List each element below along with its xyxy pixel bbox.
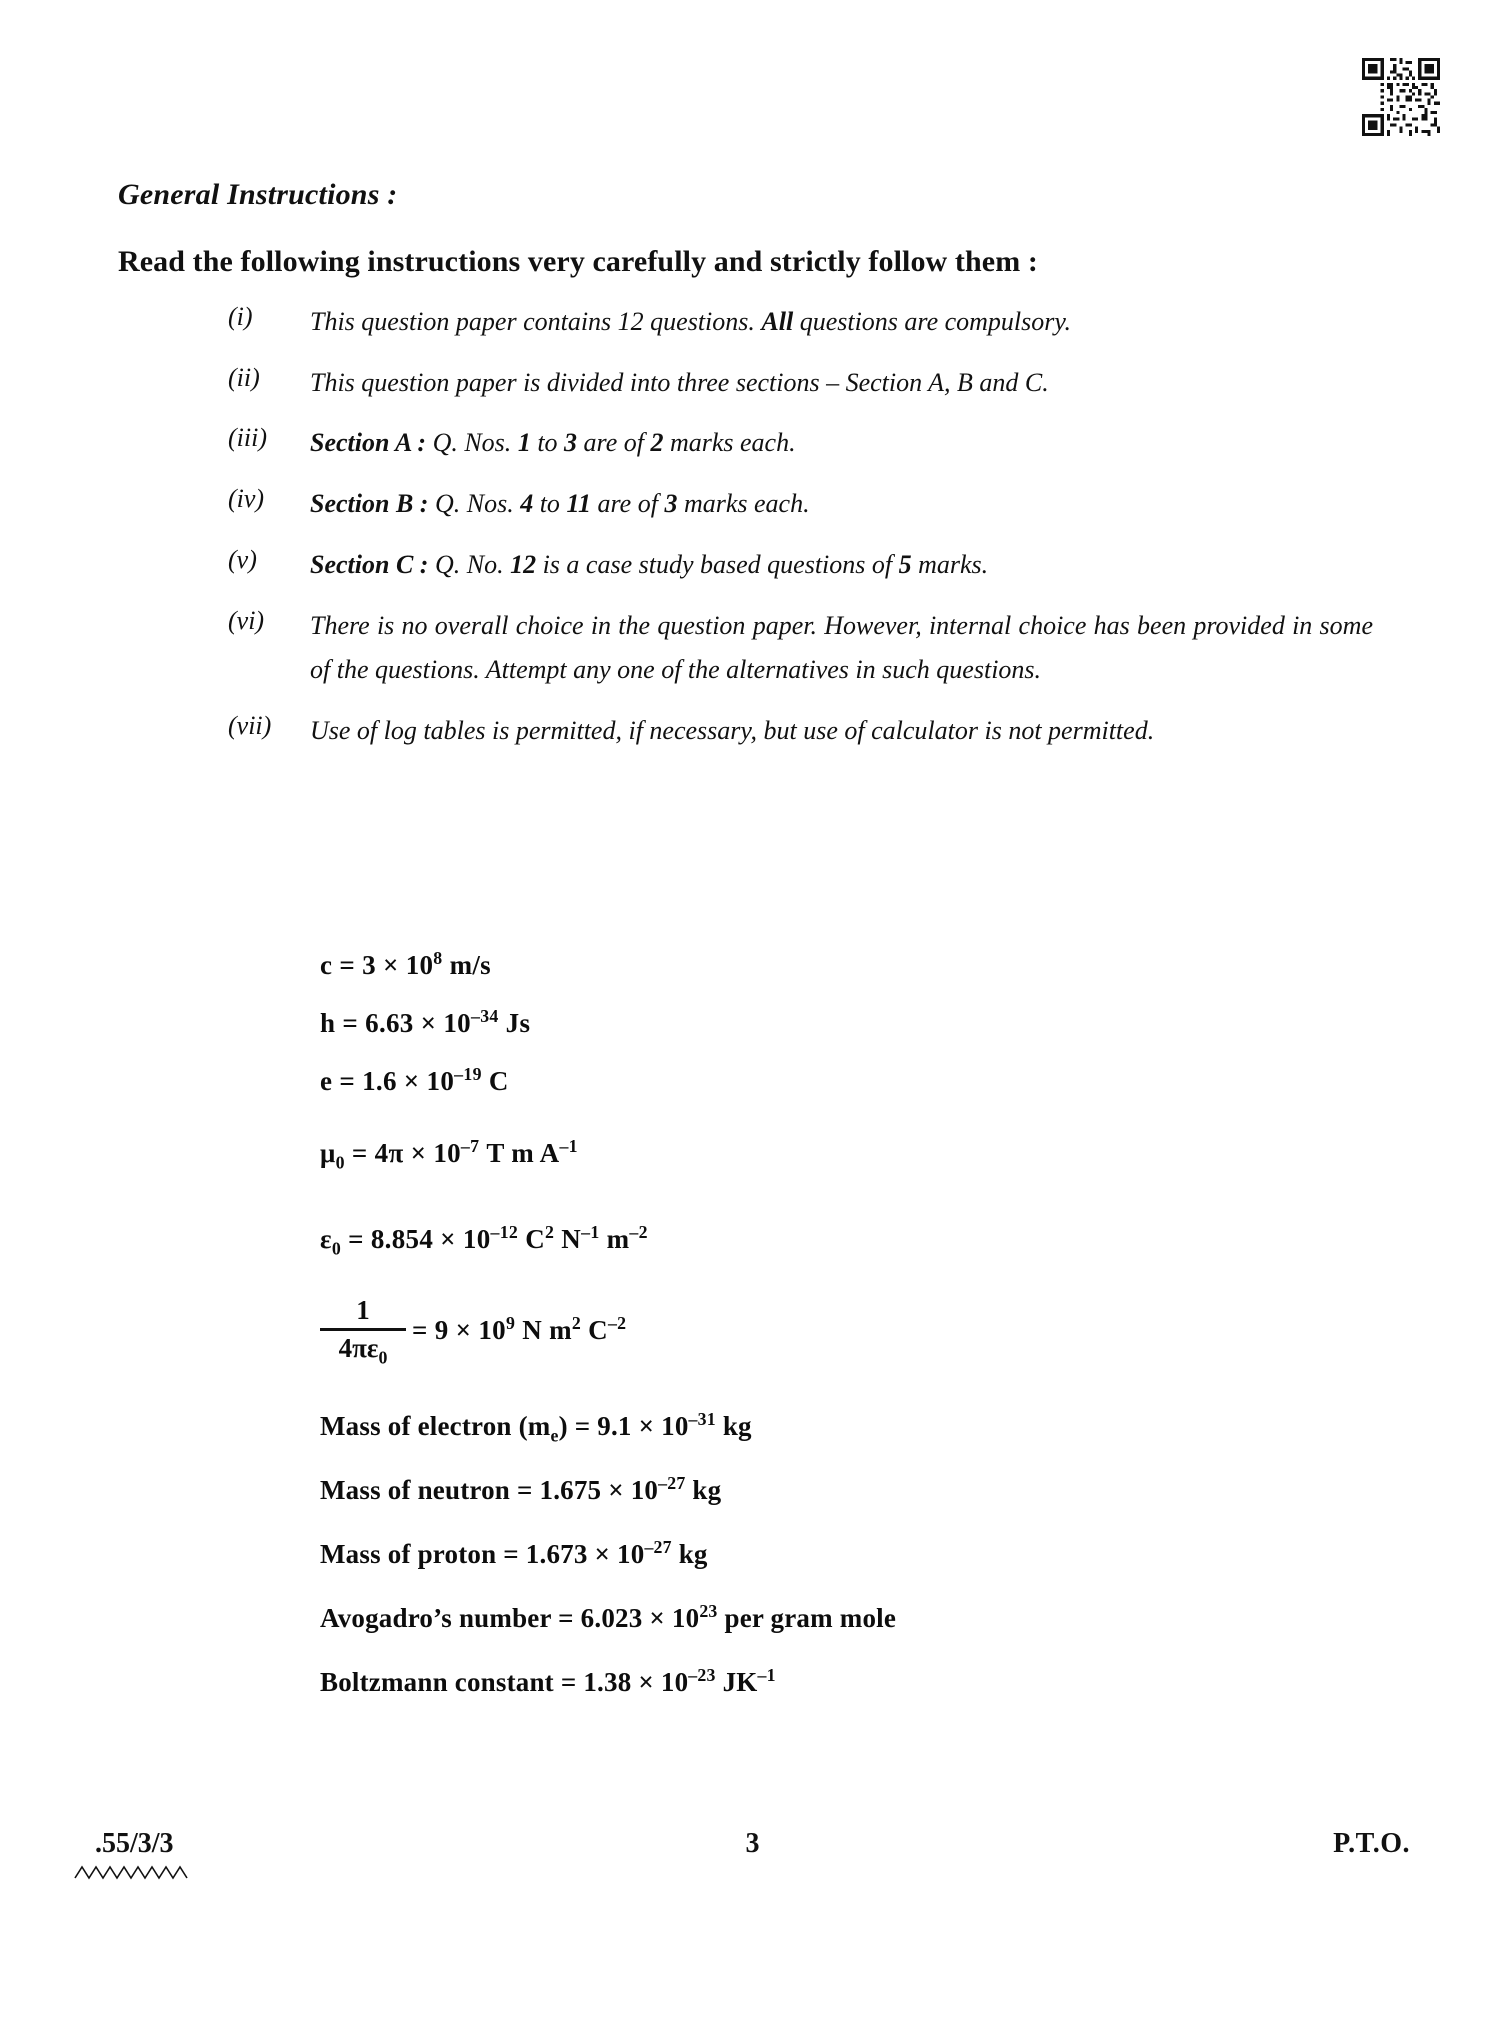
- instruction-text-part: are of: [577, 428, 651, 458]
- constant-unit: kg: [692, 1475, 722, 1505]
- instruction-text-part: marks each.: [663, 428, 796, 458]
- instruction-item-v: [228, 543, 1373, 588]
- constant-mantissa: 3 × 10: [362, 950, 434, 980]
- instruction-text-bold: 1: [517, 428, 531, 458]
- constant-unit-exponent: –2: [629, 1222, 648, 1242]
- instruction-text: This question paper is divided into three sections – Section A, B and C.: [310, 367, 1049, 397]
- constant-mass-electron: [320, 1394, 896, 1458]
- instruction-text-part: Q. Nos.: [428, 489, 521, 519]
- qr-code-icon: [1362, 58, 1440, 136]
- instruction-text: Use of log tables is permitted, if necessary, but use of calculator is not permitted.: [310, 716, 1155, 746]
- constant-mass-proton: [320, 1522, 896, 1586]
- constant-label: Boltzmann constant =: [320, 1667, 584, 1697]
- constant-exponent: –27: [658, 1473, 686, 1493]
- section-label: Section B :: [310, 489, 429, 519]
- constant-boltzmann: [320, 1650, 896, 1714]
- read-instructions-heading: Read the following instructions very carefully and strictly follow them :: [118, 245, 1038, 278]
- instruction-text-part: is a case study based questions of: [536, 549, 899, 579]
- constant-subscript: 0: [331, 1238, 342, 1259]
- constant-mantissa: 1.6 × 10: [362, 1066, 455, 1096]
- squiggle-underline-icon: [73, 1864, 203, 1882]
- constant-exponent: –19: [454, 1064, 482, 1084]
- instruction-text-part: marks.: [911, 549, 989, 579]
- equals-sign: =: [412, 1314, 428, 1345]
- constant-avogadro: [320, 1586, 896, 1650]
- constant-exponent: 9: [505, 1312, 516, 1333]
- fraction-bar: [320, 1328, 406, 1331]
- instruction-number: (iv): [228, 484, 265, 514]
- instruction-item-iv: [228, 482, 1373, 527]
- constant-label: Avogadro’s number =: [320, 1603, 581, 1633]
- constant-unit-exponent: –1: [757, 1665, 776, 1685]
- equals-sign: =: [339, 1066, 356, 1096]
- constant-mantissa: 9 × 10: [434, 1314, 506, 1345]
- instruction-text-part: This question paper contains 12 questions.: [310, 307, 762, 336]
- constant-symbol: ε: [320, 1224, 332, 1254]
- instruction-text-part: marks each.: [677, 489, 810, 519]
- constant-unit: m: [606, 1224, 630, 1254]
- instruction-number: (vii): [228, 711, 272, 741]
- page-footer: [95, 1828, 1410, 1888]
- constant-exponent: –34: [470, 1006, 499, 1026]
- instructions-list: [228, 300, 1373, 770]
- fraction-denominator-text: 4πε: [338, 1333, 379, 1364]
- constant-mantissa: 4π × 10: [374, 1138, 461, 1168]
- constant-unit: JK: [722, 1667, 758, 1697]
- constant-exponent: 8: [433, 948, 443, 968]
- constant-symbol: h: [320, 1008, 336, 1038]
- constant-unit-exponent: 2: [545, 1222, 555, 1242]
- instruction-item-i: [228, 300, 1373, 345]
- instruction-item-ii: [228, 361, 1373, 406]
- constant-exponent: –27: [644, 1537, 672, 1557]
- instruction-text-bold: 3: [564, 428, 578, 458]
- constant-label: Mass of proton =: [320, 1539, 526, 1569]
- instruction-text-part: to: [533, 489, 567, 519]
- constant-unit: m/s: [449, 950, 491, 980]
- instruction-item-vi: [228, 604, 1373, 693]
- constant-unit-exponent: –1: [559, 1136, 578, 1156]
- fraction-denominator-subscript: 0: [378, 1347, 388, 1368]
- physical-constants-block: [320, 936, 896, 1714]
- instruction-text-part: Q. Nos.: [426, 428, 518, 458]
- fraction-denominator: [333, 1333, 394, 1368]
- instruction-text-part: Q. No.: [428, 549, 511, 579]
- constant-label-end: ) =: [558, 1411, 598, 1441]
- instruction-number: (i): [228, 302, 253, 331]
- fraction: [320, 1295, 406, 1368]
- instruction-text: [310, 482, 1373, 527]
- constant-unit: N m: [522, 1314, 572, 1345]
- instruction-item-iii: [228, 421, 1373, 466]
- constant-exponent: –12: [490, 1222, 519, 1242]
- constant-mantissa: 8.854 × 10: [370, 1224, 491, 1254]
- coulomb-value: [412, 1312, 627, 1346]
- constant-exponent: –31: [688, 1409, 716, 1429]
- instruction-text-bold: 2: [650, 428, 664, 458]
- instruction-number: (ii): [228, 362, 260, 392]
- constant-mantissa: 1.38 × 10: [583, 1667, 689, 1697]
- constant-unit: T m A: [486, 1138, 560, 1168]
- constant-unit: Js: [505, 1008, 531, 1038]
- instruction-text: There is no overall choice in the question paper. However, internal choice has been provided in some of the questions. Attempt any one of the alternatives in such questions.: [310, 610, 1373, 685]
- constant-unit: C: [488, 1066, 509, 1096]
- constant-unit: N: [561, 1224, 582, 1254]
- constant-label: Mass of electron (m: [320, 1411, 551, 1441]
- equals-sign: =: [339, 950, 356, 980]
- instruction-text-bold: 3: [664, 489, 678, 519]
- page-number: 3: [745, 1828, 760, 1859]
- instruction-number: (v): [228, 544, 257, 574]
- constant-symbol: e: [320, 1066, 333, 1096]
- instruction-text-part: to: [530, 428, 565, 458]
- constant-elementary-charge: [320, 1052, 896, 1110]
- constant-subscript: 0: [335, 1152, 345, 1173]
- instruction-text-bold: 12: [510, 549, 537, 579]
- instruction-text-bold: 4: [520, 489, 534, 519]
- constant-exponent: –7: [460, 1136, 480, 1156]
- general-instructions-heading: General Instructions :: [118, 178, 398, 211]
- section-label: Section A :: [310, 428, 427, 458]
- instruction-number: (iii): [228, 423, 267, 453]
- constant-speed-of-light: [320, 936, 896, 994]
- constant-exponent: 23: [699, 1601, 718, 1621]
- constant-unit-exponent: –1: [581, 1222, 600, 1242]
- instruction-text: [310, 300, 1373, 345]
- instruction-text-part: questions are compulsory.: [793, 307, 1072, 336]
- equals-sign: =: [342, 1008, 359, 1038]
- constant-unit: kg: [678, 1539, 708, 1569]
- constant-exponent: –23: [688, 1665, 716, 1685]
- constant-mantissa: 6.63 × 10: [365, 1008, 471, 1038]
- paper-code: .55/3/3: [95, 1828, 174, 1859]
- constant-permittivity: [320, 1196, 896, 1282]
- constant-unit-exponent: –2: [607, 1312, 627, 1333]
- constant-subscript: e: [550, 1425, 559, 1446]
- constant-unit: kg: [722, 1411, 752, 1441]
- instruction-text-bold: All: [761, 307, 794, 336]
- constant-unit-exponent: 2: [571, 1312, 582, 1333]
- equals-sign: =: [348, 1224, 364, 1254]
- instruction-item-vii: [228, 709, 1373, 754]
- fraction-numerator: 1: [356, 1295, 370, 1326]
- constant-mantissa: 1.673 × 10: [525, 1539, 645, 1569]
- constant-mantissa: 6.023 × 10: [580, 1603, 700, 1633]
- instruction-text-bold: 5: [898, 549, 912, 579]
- instruction-number: (vi): [228, 605, 265, 635]
- mass-constants-block: [320, 1394, 896, 1714]
- constant-mantissa: 1.675 × 10: [539, 1475, 659, 1505]
- constant-planck: [320, 994, 896, 1052]
- constant-unit: per gram mole: [724, 1603, 897, 1633]
- constant-unit: C: [588, 1314, 608, 1345]
- constant-mass-neutron: [320, 1458, 896, 1522]
- instruction-text-bold: 11: [566, 489, 592, 519]
- constant-coulomb: [320, 1282, 896, 1378]
- constant-mantissa: 9.1 × 10: [597, 1411, 689, 1441]
- instruction-text-part: are of: [591, 489, 665, 519]
- pto-label: P.T.O.: [1333, 1828, 1410, 1859]
- constant-label: Mass of neutron =: [320, 1475, 540, 1505]
- constant-symbol: c: [320, 950, 333, 980]
- constant-permeability: [320, 1110, 896, 1196]
- equals-sign: =: [351, 1138, 368, 1168]
- constant-unit: C: [525, 1224, 546, 1254]
- instruction-text: [310, 543, 1373, 588]
- section-label: Section C :: [310, 549, 429, 579]
- constant-symbol: μ: [320, 1138, 336, 1168]
- instruction-text: [310, 421, 1373, 466]
